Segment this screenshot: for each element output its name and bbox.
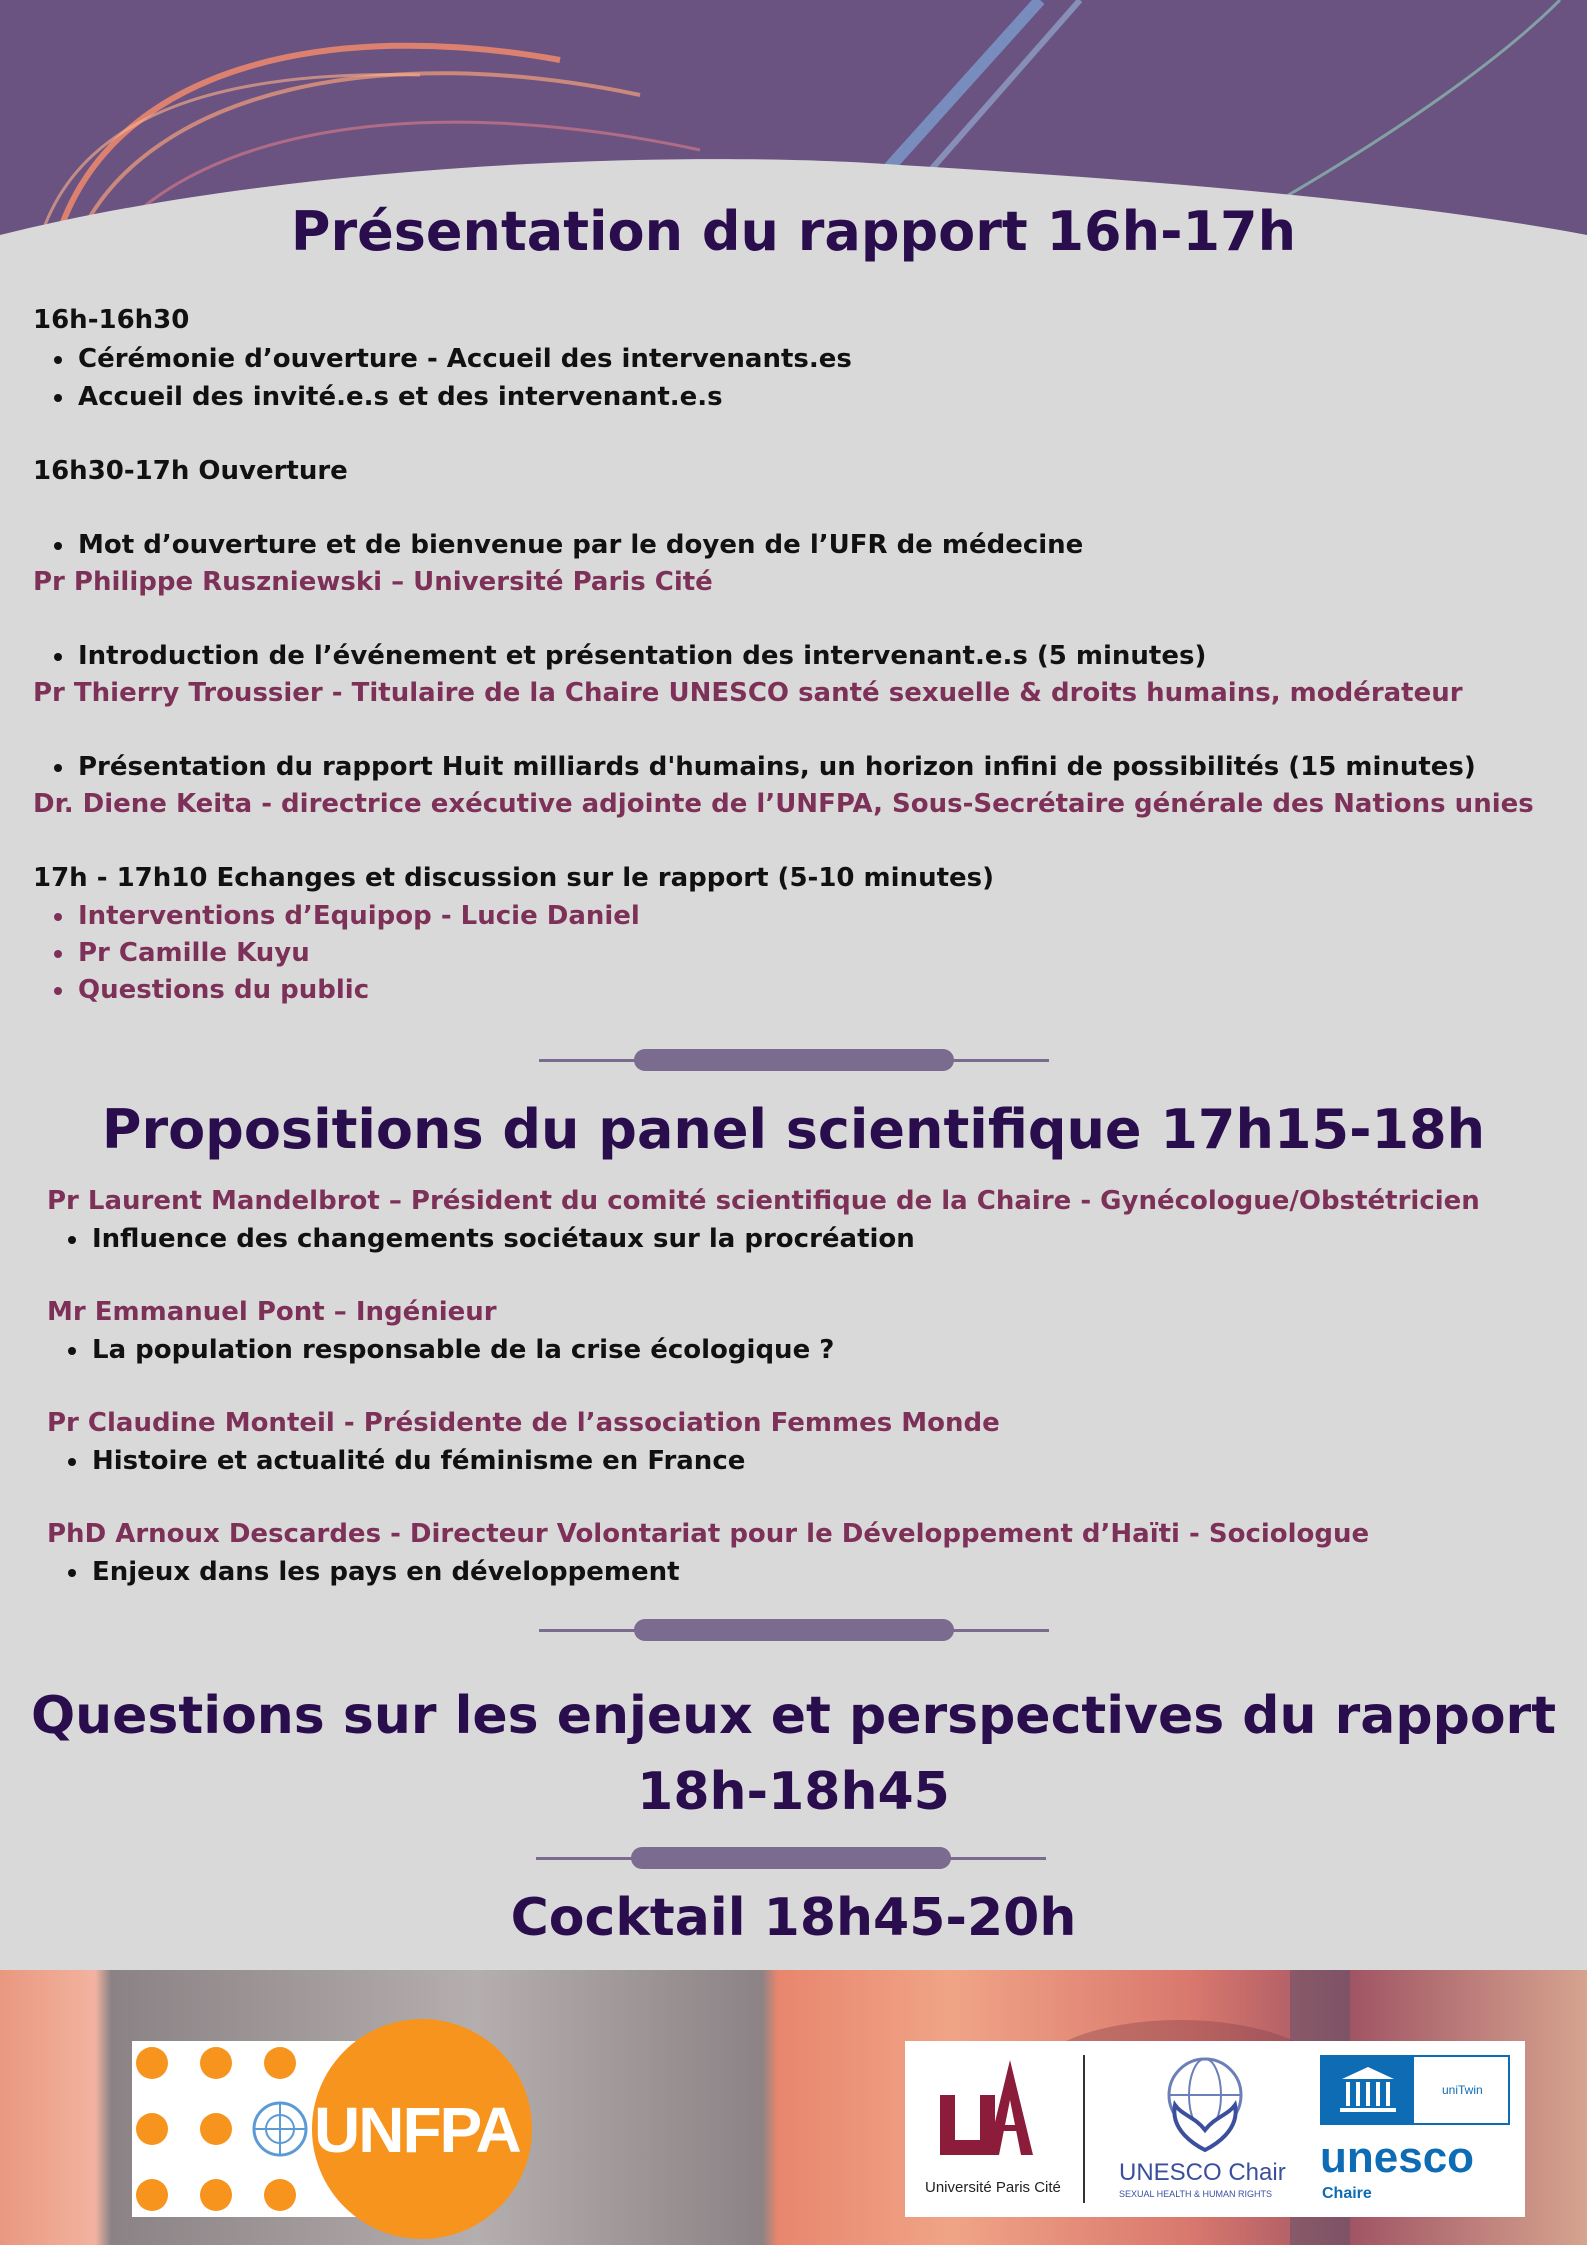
speaker-name: Pr Claudine Monteil - Présidente de l’association Femmes Monde <box>47 1408 1000 1438</box>
list-item: Cérémonie d’ouverture - Accueil des intervenants.es <box>78 344 852 374</box>
unesco-temple-icon <box>1322 2057 1414 2123</box>
list-item: Influence des changements sociétaux sur la procréation <box>92 1224 915 1254</box>
time-slot-2: 16h30-17h Ouverture <box>33 456 348 486</box>
universite-paris-cite-icon <box>925 2055 1045 2165</box>
speaker-name: Pr Laurent Mandelbrot – Président du comité scientifique de la Chaire - Gynécologue/Obstétricien <box>47 1186 1480 1216</box>
speaker-name: Pr Thierry Troussier - Titulaire de la Chaire UNESCO santé sexuelle & droits humains, modérateur <box>33 678 1463 708</box>
logo-separator <box>1083 2055 1085 2203</box>
partners-logo-panel <box>905 2041 1525 2217</box>
section-title-line: 18h-18h45 <box>637 1762 950 1822</box>
unitwin-label: uniTwin <box>1442 2083 1483 2097</box>
globe-hands-icon <box>1150 2055 1260 2155</box>
speaker-name: Dr. Diene Keita - directrice exécutive adjointe de l’UNFPA, Sous-Secrétaire générale des Nations unies <box>33 789 1534 819</box>
speaker-name: PhD Arnoux Descardes - Directeur Volontariat pour le Développement d’Haïti - Sociologue <box>47 1519 1370 1549</box>
unesco-emblem <box>1320 2055 1510 2125</box>
unfpa-logo <box>132 2041 520 2217</box>
section-title-panel: Propositions du panel scientifique 17h15-18h <box>101 1098 1486 1161</box>
talk-label: Introduction de l’événement et présentation des intervenant.e.s (5 minutes) <box>78 641 1207 671</box>
time-slot-3: 17h - 17h10 Echanges et discussion sur le rapport (5-10 minutes) <box>33 863 994 893</box>
list-item: La population responsable de la crise écologique ? <box>92 1335 835 1365</box>
temple-icon <box>1322 2057 1414 2123</box>
section-title-cocktail: Cocktail 18h45-20h <box>510 1888 1077 1948</box>
time-slot-1: 16h-16h30 <box>33 305 190 335</box>
unesco-wordmark: unesco <box>1320 2133 1475 2182</box>
talk-label: Mot d’ouverture et de bienvenue par le doyen de l’UFR de médecine <box>78 530 1084 560</box>
speaker-name: Mr Emmanuel Pont – Ingénieur <box>47 1297 497 1327</box>
section-title-questions <box>0 1678 1587 1830</box>
section-title-line: Questions sur les enjeux et perspectives du rapport <box>30 1686 1557 1746</box>
list-item: Histoire et actualité du féminisme en France <box>92 1446 746 1476</box>
list-item: Accueil des invité.e.s et des intervenant.e.s <box>78 382 723 412</box>
list-item: Questions du public <box>78 975 370 1005</box>
divider <box>536 1847 1046 1869</box>
talk-label: Présentation du rapport Huit milliards d'humains, un horizon infini de possibilités (15 minutes) <box>78 752 1476 782</box>
upc-name: Université Paris Cité <box>925 2179 1061 2196</box>
list-item: Pr Camille Kuyu <box>78 938 310 968</box>
unesco-chair-label: UNESCO Chair <box>1119 2159 1286 2186</box>
speaker-name: Pr Philippe Ruszniewski – Université Paris Cité <box>33 567 713 597</box>
chaire-label: Chaire <box>1322 2185 1372 2202</box>
divider <box>539 1619 1049 1641</box>
section-title-presentation: Présentation du rapport 16h-17h <box>290 200 1297 263</box>
divider <box>539 1049 1049 1071</box>
unesco-chair-subtitle: SEXUAL HEALTH & HUMAN RIGHTS <box>1119 2189 1273 2199</box>
list-item: Enjeux dans les pays en développement <box>92 1557 680 1587</box>
list-item: Interventions d’Equipop - Lucie Daniel <box>78 901 640 931</box>
unfpa-wordmark: UNFPA <box>314 2094 520 2166</box>
